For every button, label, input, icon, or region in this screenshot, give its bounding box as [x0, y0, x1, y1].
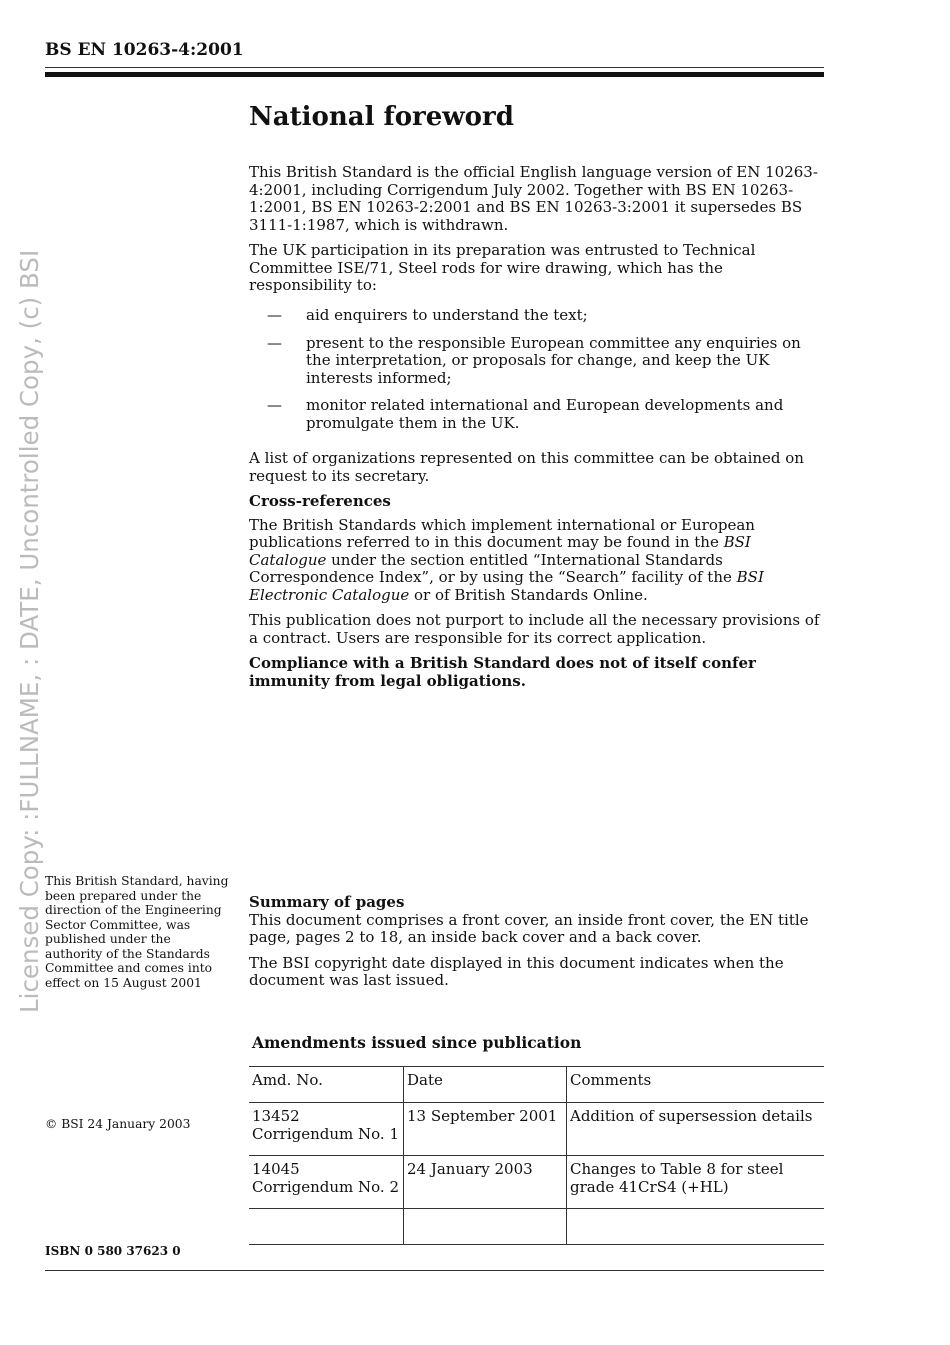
comments-cell: Changes to Table 8 for steel grade 41CrS4 (+HL) [567, 1156, 825, 1209]
summary-paragraph-2: The BSI copyright date displayed in this document indicates when the document was last issued. [249, 953, 784, 989]
responsibility-list [249, 307, 825, 442]
column-header-comments: Comments [567, 1067, 825, 1103]
sidebar-publication-note: This British Standard, having been prepared under the direction of the Engineering Sector Committee, was published under the authority of the Standards Committee and comes into effect on 15 August 2001 [45, 874, 229, 990]
empty-cell [567, 1209, 825, 1245]
amd-number: 13452 [252, 1107, 300, 1125]
cross-references-section [249, 450, 825, 698]
bsi-catalogue-title: BSI Catalogue [249, 533, 751, 569]
intro-paragraph-1: This British Standard is the official English language version of EN 10263-4:2001, including Corrigendum July 2002. Together with BS EN 10263-1:2001, BS EN 10263-2:2001 and BS EN 10263-3:2001 it supersedes BS 3111-1:1987, which is withdrawn. [249, 163, 818, 234]
comments-cell: Addition of supersession details [567, 1103, 825, 1156]
corrigendum-label: Corrigendum No. 2 [252, 1178, 400, 1196]
summary-paragraph-1: This document comprises a front cover, an inside front cover, the EN title page, pages 2 to 18, an inside back cover and a back cover. [249, 910, 809, 946]
corrigendum-label: Corrigendum No. 1 [252, 1125, 400, 1143]
license-watermark: Licensed Copy: :FULLNAME, : DATE, Uncontrolled Copy, (c) BSI [15, 249, 44, 1013]
table-row [249, 1103, 824, 1156]
footer-rule [45, 1270, 824, 1271]
summary-of-pages-section [249, 894, 825, 998]
amendments-table [249, 1066, 824, 1245]
amd-no-cell [249, 1103, 404, 1156]
bsi-electronic-catalogue-title: BSI Electronic Catalogue [249, 568, 764, 604]
column-header-amd-no: Amd. No. [249, 1067, 404, 1103]
empty-cell [249, 1209, 404, 1245]
text-run: The British Standards which implement international or European publications referred to in this document may be found in the [249, 515, 755, 551]
text-run: or of British Standards Online. [409, 585, 648, 604]
list-item-text: aid enquirers to understand the text; [306, 306, 588, 324]
list-item-text: present to the responsible European committee any enquiries on the interpretation, or proposals for change, and keep the UK interests informed; [306, 333, 801, 387]
header-rule-thick [45, 72, 824, 77]
compliance-statement: Compliance with a British Standard does not of itself confer immunity from legal obligations. [249, 654, 756, 690]
em-dash-bullet: — [267, 333, 282, 352]
table-header-row [249, 1067, 824, 1103]
cross-references-heading: Cross-references [249, 492, 391, 510]
text-run: under the section entitled “International Standards Correspondence Index”, or by using the “Search” facility of the [249, 550, 737, 586]
column-header-date: Date [404, 1067, 567, 1103]
copyright-notice: © BSI 24 January 2003 [45, 1117, 191, 1131]
list-item [249, 307, 825, 325]
committee-list-paragraph: A list of organizations represented on this committee can be obtained on request to its secretary. [249, 449, 804, 485]
page-title: National foreword [249, 102, 514, 132]
intro-paragraph-2: The UK participation in its preparation was entrusted to Technical Committee ISE/71, Steel rods for wire drawing, which has the responsibility to: [249, 241, 756, 294]
list-item [249, 335, 825, 388]
list-item-text: monitor related international and European developments and promulgate them in the UK. [306, 396, 784, 432]
amd-number: 14045 [252, 1160, 300, 1178]
summary-heading: Summary of pages [249, 893, 405, 911]
amd-no-cell [249, 1156, 404, 1209]
date-cell: 24 January 2003 [404, 1156, 567, 1209]
cross-references-paragraph [249, 517, 825, 605]
em-dash-bullet: — [267, 306, 282, 324]
amendments-title: Amendments issued since publication [252, 1033, 582, 1052]
empty-cell [404, 1209, 567, 1245]
date-cell: 13 September 2001 [404, 1103, 567, 1156]
table-row-empty [249, 1209, 824, 1245]
intro-section [249, 164, 825, 303]
list-item [249, 397, 825, 432]
table-row [249, 1156, 824, 1209]
document-id-header: BS EN 10263-4:2001 [45, 40, 244, 60]
isbn: ISBN 0 580 37623 0 [45, 1244, 181, 1258]
header-rule-thin [45, 67, 824, 68]
provisions-paragraph: This publication does not purport to include all the necessary provisions of a contract. Users are responsible for its correct application. [249, 611, 820, 647]
em-dash-bullet: — [267, 396, 282, 414]
